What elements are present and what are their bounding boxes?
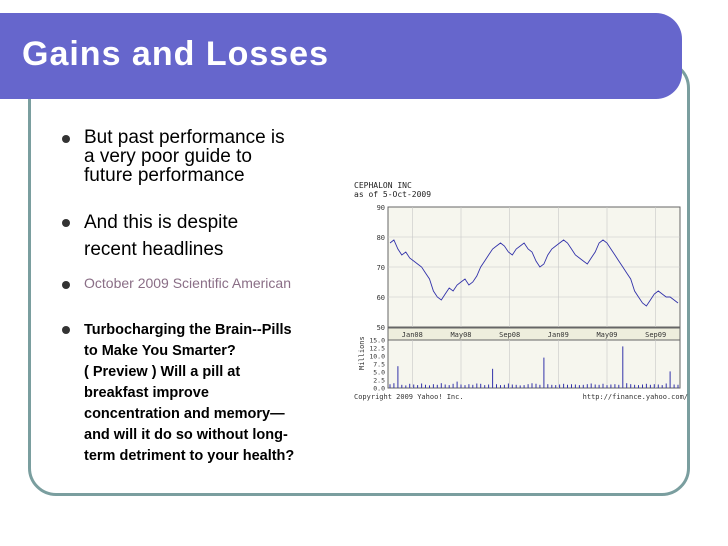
- bullet-line: future performance: [84, 165, 245, 186]
- date-tick-label: Jan08: [401, 331, 423, 339]
- bullet-line: recent headlines: [84, 239, 224, 260]
- bullet-line: concentration and memory—: [84, 406, 285, 422]
- bullet-text: [84, 320, 294, 467]
- price-tick-label: 70: [376, 264, 385, 272]
- bullet-line: ( Preview ) Will a pill at: [84, 364, 241, 380]
- date-tick-label: May08: [450, 331, 472, 339]
- bullet-line: But past performance is: [84, 127, 285, 148]
- volume-tick-label: 10.0: [369, 352, 385, 361]
- volume-tick-label: 12.5: [369, 344, 385, 353]
- date-tick-label: Jan09: [547, 331, 569, 339]
- volume-tick-label: 15.0: [369, 336, 385, 345]
- volume-tick-label: 2.5: [373, 376, 385, 385]
- stock-chart: [352, 180, 690, 402]
- volume-tick-label: 5.0: [373, 368, 385, 377]
- date-tick-label: May09: [596, 331, 618, 339]
- date-tick-label: Sep09: [645, 331, 667, 339]
- price-tick-label: 80: [376, 234, 385, 242]
- bullet-dot-icon: [62, 281, 70, 289]
- price-tick-label: 90: [376, 204, 385, 212]
- bullet-line: October 2009 Scientific American: [84, 275, 291, 291]
- price-tick-label: 60: [376, 294, 385, 302]
- bullet-line: breakfast improve: [84, 385, 209, 401]
- volume-tick-label: 7.5: [373, 360, 385, 369]
- chart-footer-right: http://finance.yahoo.com/: [582, 393, 688, 401]
- volume-tick-label: 0.0: [373, 384, 385, 393]
- date-tick-label: Sep08: [499, 331, 521, 339]
- volume-ylabel: Millions: [358, 336, 366, 370]
- chart-title: CEPHALON INC: [354, 181, 412, 190]
- slide-title: Gains and Losses: [22, 35, 329, 73]
- chart-footer-left: Copyright 2009 Yahoo! Inc.: [354, 393, 464, 401]
- bullet-line: to Make You Smarter?: [84, 343, 236, 359]
- stock-chart-svg: [352, 180, 690, 402]
- bullet-dot-icon: [62, 326, 70, 334]
- bullet-dot-icon: [62, 135, 70, 143]
- bullet-line: a very poor guide to: [84, 146, 252, 167]
- bullet-text: [84, 128, 285, 185]
- bullet-line: Turbocharging the Brain--Pills: [84, 322, 292, 338]
- bullet-line: term detriment to your health?: [84, 448, 295, 464]
- bullet-line: And this is despite: [84, 212, 239, 233]
- price-tick-label: 50: [376, 324, 385, 332]
- title-bar: [0, 13, 682, 99]
- chart-subtitle: as of 5-Oct-2009: [354, 190, 432, 199]
- volume-plot-area: [388, 340, 680, 388]
- bullet-line: and will it do so without long-: [84, 427, 288, 443]
- date-axis-band: [388, 328, 680, 340]
- bullet-text: [84, 209, 238, 263]
- bullet-text: [84, 275, 291, 291]
- bullet-dot-icon: [62, 219, 70, 227]
